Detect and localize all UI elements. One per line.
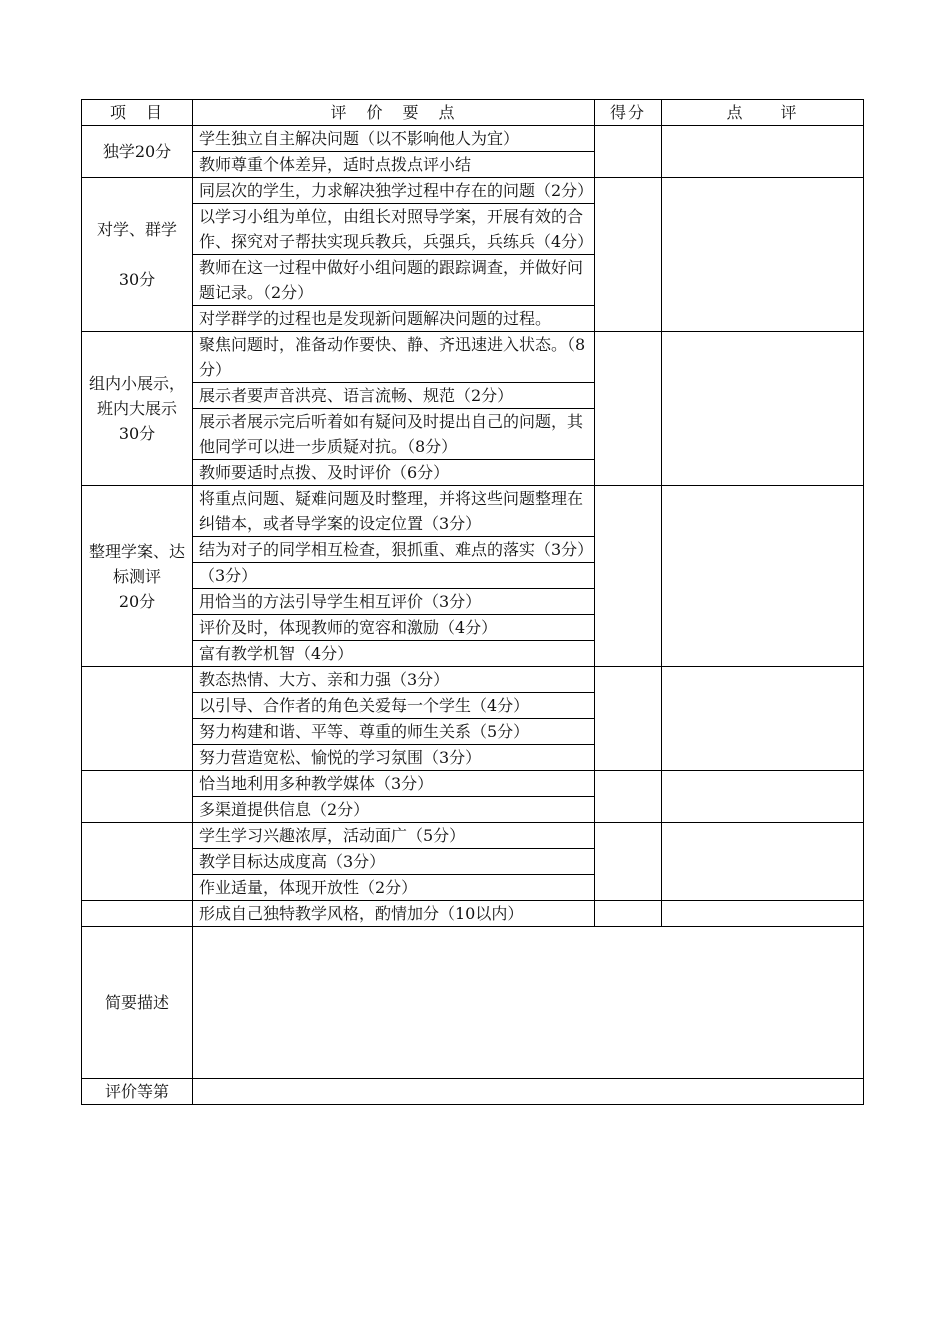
evaluation-point: 同层次的学生，力求解决独学过程中存在的问题（2分） [193,178,595,204]
grade-row [82,1079,864,1105]
evaluation-point: 用恰当的方法引导学生相互评价（3分） [193,589,595,615]
table-row [82,178,864,204]
comment-cell[interactable] [662,332,864,486]
score-cell[interactable] [595,126,662,178]
item-label: 组内小展示，班内大展示30分 [82,332,193,486]
item-label [82,823,193,901]
score-cell[interactable] [595,667,662,771]
item-label [82,901,193,927]
evaluation-point: 对学群学的过程也是发现新问题解决问题的过程。 [193,306,595,332]
header-comment: 点 评 [662,100,864,126]
evaluation-point: 教师在这一过程中做好小组问题的跟踪调查，并做好问题记录。（2分） [193,255,595,306]
header-row [82,100,864,126]
evaluation-point: 努力构建和谐、平等、尊重的师生关系（5分） [193,719,595,745]
evaluation-point: 学生学习兴趣浓厚，活动面广（5分） [193,823,595,849]
header-score: 得分 [595,100,662,126]
table-row [82,667,864,693]
comment-cell[interactable] [662,823,864,901]
score-cell[interactable] [595,771,662,823]
score-cell[interactable] [595,823,662,901]
table-row [82,823,864,849]
grade-area[interactable] [193,1079,864,1105]
evaluation-point: （3分） [193,563,595,589]
item-label: 独学20分 [82,126,193,178]
evaluation-table [81,99,864,1105]
description-label: 简要描述 [82,927,193,1079]
evaluation-point: 学生独立自主解决问题（以不影响他人为宜） [193,126,595,152]
evaluation-point: 恰当地利用多种教学媒体（3分） [193,771,595,797]
comment-cell[interactable] [662,667,864,771]
comment-cell[interactable] [662,178,864,332]
evaluation-point: 聚焦问题时，准备动作要快、静、齐迅速进入状态。（8分） [193,332,595,383]
table-row [82,126,864,152]
evaluation-point: 评价及时，体现教师的宽容和激励（4分） [193,615,595,641]
evaluation-point: 教学目标达成度高（3分） [193,849,595,875]
evaluation-point: 多渠道提供信息（2分） [193,797,595,823]
item-label: 整理学案、达标测评 20分 [82,486,193,667]
score-cell[interactable] [595,901,662,927]
table-row [82,771,864,797]
evaluation-point: 以引导、合作者的角色关爱每一个学生（4分） [193,693,595,719]
evaluation-body [82,126,864,927]
evaluation-point: 富有教学机智（4分） [193,641,595,667]
evaluation-point: 将重点问题、疑难问题及时整理，并将这些问题整理在纠错本，或者导学案的设定位置（3分） [193,486,595,537]
score-cell[interactable] [595,178,662,332]
item-label [82,771,193,823]
evaluation-point: 教态热情、大方、亲和力强（3分） [193,667,595,693]
evaluation-point: 教师要适时点拨、及时评价（6分） [193,460,595,486]
table-row [82,486,864,537]
evaluation-point: 以学习小组为单位，由组长对照导学案，开展有效的合作、探究对子帮扶实现兵教兵，兵强兵，兵练兵（4分） [193,204,595,255]
comment-cell[interactable] [662,486,864,667]
description-row [82,927,864,1079]
evaluation-point: 展示者要声音洪亮、语言流畅、规范（2分） [193,383,595,409]
evaluation-point: 教师尊重个体差异，适时点拨点评小结 [193,152,595,178]
evaluation-point: 努力营造宽松、愉悦的学习氛围（3分） [193,745,595,771]
evaluation-point: 作业适量，体现开放性（2分） [193,875,595,901]
header-points: 评 价 要 点 [193,100,595,126]
item-label: 对学、群学 30分 [82,178,193,332]
table-row [82,901,864,927]
evaluation-point: 结为对子的同学相互检查，狠抓重、难点的落实（3分） [193,537,595,563]
description-area[interactable] [193,927,864,1079]
score-cell[interactable] [595,486,662,667]
header-item: 项 目 [82,100,193,126]
score-cell[interactable] [595,332,662,486]
grade-label: 评价等第 [82,1079,193,1105]
evaluation-point: 形成自己独特教学风格，酌情加分（10以内） [193,901,595,927]
item-label [82,667,193,771]
comment-cell[interactable] [662,901,864,927]
evaluation-point: 展示者展示完后听着如有疑问及时提出自己的问题，其他同学可以进一步质疑对抗。（8分） [193,409,595,460]
comment-cell[interactable] [662,771,864,823]
comment-cell[interactable] [662,126,864,178]
table-row [82,332,864,383]
